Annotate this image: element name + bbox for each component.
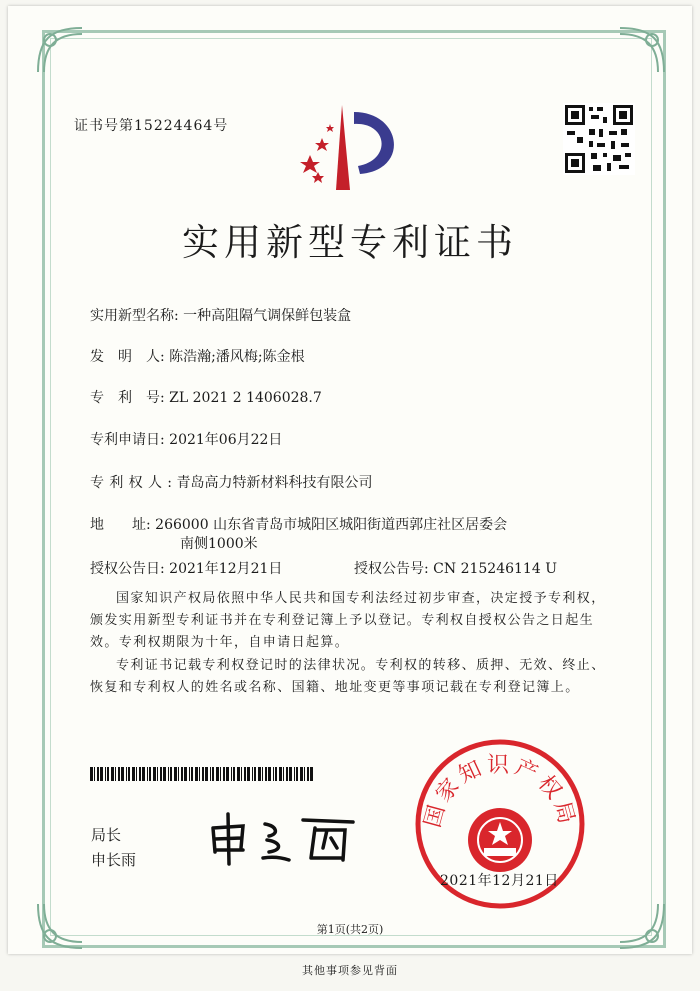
patentee-row bbox=[90, 472, 372, 492]
director-title: 局长 bbox=[91, 826, 122, 844]
cnipa-logo-icon bbox=[292, 100, 412, 195]
issue-date: 2021年12月21日 bbox=[440, 873, 559, 889]
page-number: 第1页(共2页) bbox=[316, 923, 384, 936]
corner-ornament-icon bbox=[30, 20, 90, 80]
grant-date-label: 授权公告日: bbox=[90, 561, 165, 577]
utility-model-name-label: 实用新型名称: bbox=[90, 308, 179, 324]
address-value-line1: 266000 山东省青岛市城阳区城阳街道西郭庄社区居委会 bbox=[155, 517, 508, 533]
utility-model-name-row bbox=[90, 305, 351, 325]
barcode-icon bbox=[90, 767, 314, 781]
corner-ornament-icon bbox=[612, 20, 672, 80]
director-signature-icon bbox=[203, 808, 363, 868]
filing-date-row bbox=[90, 429, 282, 449]
body-paragraph-1: 国家知识产权局依照中华人民共和国专利法经过初步审查，决定授予专利权，颁发实用新型专利证书并在专利登记簿上予以登记。专利权自授权公告之日起生效。专利权期限为十年，自申请日起算。 bbox=[90, 591, 606, 650]
grant-number-label: 授权公告号: bbox=[354, 561, 429, 577]
address-value-line2: 南侧1000米 bbox=[180, 536, 258, 552]
grant-date-value: 2021年12月21日 bbox=[169, 561, 283, 577]
grant-number-value: CN 215246114 U bbox=[433, 561, 557, 577]
grant-date-row bbox=[90, 558, 282, 578]
address-label: 地 址: bbox=[90, 517, 151, 533]
inventor-row bbox=[90, 346, 305, 366]
filing-date-value: 2021年06月22日 bbox=[169, 432, 283, 448]
patent-number-value: ZL 2021 2 1406028.7 bbox=[169, 390, 322, 406]
inventor-label: 发 明 人: bbox=[90, 349, 165, 365]
qr-code-icon bbox=[563, 103, 635, 175]
certificate-title: 实用新型专利证书 bbox=[182, 221, 518, 264]
utility-model-name-value: 一种高阻隔气调保鲜包装盒 bbox=[183, 308, 352, 324]
patent-number-row bbox=[90, 387, 322, 407]
back-note: 其他事项参见背面 bbox=[302, 964, 398, 977]
certificate-number: 证书号第15224464号 bbox=[74, 118, 229, 134]
address-row bbox=[90, 514, 507, 534]
body-paragraph-2: 专利证书记载专利权登记时的法律状况。专利权的转移、质押、无效、终止、恢复和专利权人的姓名或名称、国籍、地址变更等事项记载在专利登记簿上。 bbox=[90, 658, 606, 695]
grant-number-row bbox=[354, 558, 557, 578]
seal-text: 国家知识产权局 bbox=[420, 753, 580, 831]
filing-date-label: 专利申请日: bbox=[90, 432, 165, 448]
inventor-value: 陈浩瀚;潘风梅;陈金根 bbox=[169, 349, 305, 365]
patentee-value: 青岛高力特新材料科技有限公司 bbox=[176, 475, 373, 491]
patentee-label: 专利权人: bbox=[90, 475, 172, 491]
director-name: 申长雨 bbox=[91, 851, 137, 869]
patent-number-label: 专 利 号: bbox=[90, 390, 165, 406]
